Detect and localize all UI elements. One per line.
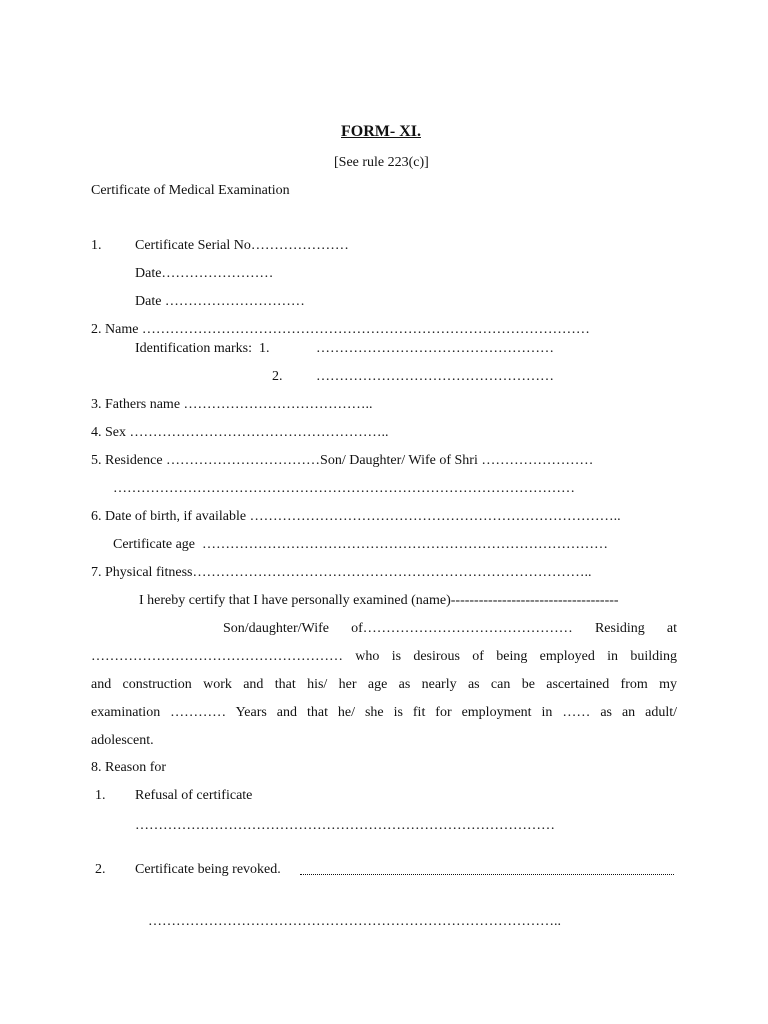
refusal-reason-dots: ……………………………………………………………………………… xyxy=(135,818,555,833)
form-subtitle: Certificate of Medical Examination xyxy=(91,183,290,198)
revoked-reason-dots: …………………………………………………………………………….. xyxy=(148,914,561,929)
identification-mark-2-number: 2. xyxy=(272,369,283,384)
physical-fitness-field: 7. Physical fitness………………………………………………………………………….. xyxy=(91,565,592,580)
reason-for-label: 8. Reason for xyxy=(91,760,167,775)
certification-line-1: I hereby certify that I have personally examined (name)------------------------------------ xyxy=(139,593,619,608)
fathers-name-field: 3. Fathers name ………………………………….. xyxy=(91,397,373,412)
form-title: FORM- XI. xyxy=(341,123,421,140)
identification-mark-1-dots: …………………………………………… xyxy=(316,341,554,356)
residence-field: 5. Residence ……………………………Son/ Daughter/ Wife of Shri …………………… xyxy=(91,453,594,468)
date-field-2: Date ………………………… xyxy=(135,294,305,309)
certificate-revoked-label: Certificate being revoked. xyxy=(135,862,281,877)
certificate-age-field: Certificate age …………………………………………………………………………… xyxy=(113,537,609,552)
rule-reference: [See rule 223(c)] xyxy=(334,155,429,170)
certification-line-6: adolescent. xyxy=(91,733,154,748)
reason-2-number: 2. xyxy=(95,862,106,877)
date-field-1: Date…………………… xyxy=(135,266,274,281)
certification-line-4: and construction work and that his/ her age as nearly as can be ascertained from my xyxy=(91,677,677,692)
refusal-of-certificate-label: Refusal of certificate xyxy=(135,788,253,803)
certification-line-3: ……………………………………………… who is desirous of being employed in building xyxy=(91,649,677,664)
certification-line-2: Son/daughter/Wife of……………………………………… Residing at xyxy=(223,621,677,636)
certificate-serial-field: Certificate Serial No………………… xyxy=(135,238,349,253)
revoked-reason-underline xyxy=(300,874,674,875)
name-field: 2. Name …………………………………………………………………………………… xyxy=(91,322,590,337)
residence-continuation: ……………………………………………………………………………………… xyxy=(113,481,575,496)
sex-field: 4. Sex ……………………………………………….. xyxy=(91,425,389,440)
date-of-birth-field: 6. Date of birth, if available …………………………………………………………………….. xyxy=(91,509,621,524)
reason-1-number: 1. xyxy=(95,788,106,803)
identification-marks-label: Identification marks: 1. xyxy=(135,341,270,356)
identification-mark-2-dots: …………………………………………… xyxy=(316,369,554,384)
item-1-number: 1. xyxy=(91,238,102,253)
certification-line-5: examination ………… Years and that he/ she is fit for employment in …… as an adult/ xyxy=(91,705,677,720)
